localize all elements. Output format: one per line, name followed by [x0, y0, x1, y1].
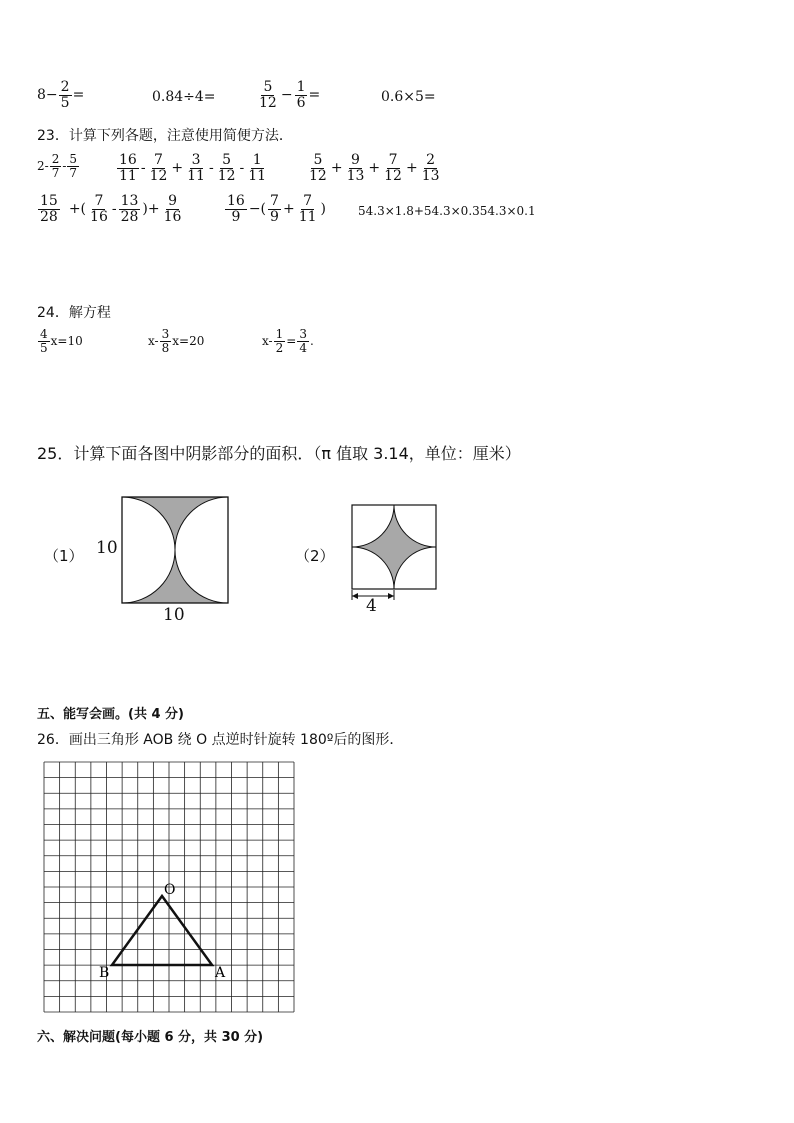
- vertex-label-B: B: [99, 965, 110, 981]
- fraction: $\frac{5}{12}$: [217, 152, 236, 184]
- q23-expr-a: 2- $\frac{2}{7}$ - $\frac{5}{7}$: [37, 152, 78, 180]
- expr-row1-1: [37, 80, 84, 110]
- fraction: $\frac{3}{11}$: [187, 152, 205, 184]
- expr-row1-4: [381, 89, 436, 105]
- fig1-bottom-label: 10: [163, 605, 185, 625]
- fig1-shaded-region-bottom: [122, 550, 228, 603]
- fraction: $\frac{7}{12}$: [384, 152, 402, 184]
- fraction: $\frac{2}{13}$: [421, 152, 440, 184]
- expr-whole: 8−: [37, 87, 58, 104]
- q24-eq-b: x- $\frac{3}{8}$ x=20: [148, 327, 205, 355]
- q24-title: 24．解方程: [37, 305, 111, 321]
- fraction: $\frac{2}{7}$: [51, 152, 60, 180]
- section6-title: 六、解决问题(每小题 6 分，共 30 分): [37, 1030, 264, 1045]
- fraction: $\frac{13}{28}$: [120, 193, 139, 225]
- fig2-shaded-region: [352, 505, 436, 589]
- fraction: $\frac{5}{12}$: [309, 152, 327, 184]
- q23-expr-e: $\frac{16}{9}$ −( $\frac{7}{9}$ + $\frac{7}{11}$ ): [227, 193, 326, 225]
- q25-title: 25．计算下面各图中阴影部分的面积．（π 值取 3.14，单位：厘米）: [37, 444, 521, 463]
- equals: =: [72, 87, 85, 104]
- fig2-label: （2）: [295, 547, 335, 565]
- section5-title: 五、能写会画。(共 4 分): [37, 707, 184, 722]
- fraction: $\frac{9}{16}$: [163, 193, 182, 225]
- q26-title: 26．画出三角形 AOB 绕 O 点逆时针旋转 180º后的图形．: [37, 732, 404, 748]
- fraction: $\frac{1}{2}$: [275, 327, 284, 355]
- q24-eq-c: x- $\frac{1}{2}$ = $\frac{3}{4}$ .: [262, 327, 314, 355]
- q26-grid-figure: [43, 761, 295, 1013]
- fig1-side-label: 10: [96, 538, 118, 558]
- q23-expr-d: $\frac{15}{28}$ +( $\frac{7}{16}$ - $\frac{13}{28}$ )+ $\frac{9}{16}$: [40, 193, 182, 225]
- fraction: $\frac{4}{5}$: [40, 327, 48, 355]
- vertex-label-O: O: [164, 882, 176, 898]
- expr-text: 0.6×5=: [381, 89, 436, 105]
- q23-title: 23．计算下列各题，注意使用简便方法．: [37, 128, 293, 144]
- q23-expr-b: $\frac{16}{11}$ - $\frac{7}{12}$ + $\frac{3}{11}$ - $\frac{5}{12}$ - $\frac{1}{11}$: [119, 152, 267, 184]
- fig2-arrow-right: [388, 593, 394, 599]
- fraction: $\frac{9}{13}$: [346, 152, 365, 184]
- fraction: $\frac{3}{8}$: [161, 327, 170, 355]
- fraction: $\frac{7}{12}$: [149, 152, 168, 184]
- fraction: $\frac{15}{28}$: [40, 193, 58, 225]
- fig1-shaded-region-top: [122, 497, 228, 550]
- fraction: $\frac{3}{4}$: [299, 327, 307, 355]
- fraction: $\frac{7}{9}$: [270, 193, 279, 225]
- fraction: $\frac{7}{11}$: [298, 193, 317, 225]
- fraction: $\frac{16}{9}$: [227, 193, 245, 225]
- fraction: $\frac{2}{5}$: [60, 79, 70, 111]
- fraction: $\frac{1}{6}$: [296, 79, 306, 111]
- q24-eq-a: $\frac{4}{5}$ x=10: [40, 327, 83, 355]
- fraction: $\frac{7}{16}$: [90, 193, 108, 225]
- fig2-arrow-left: [352, 593, 358, 599]
- fig2-diagram: [350, 503, 440, 613]
- q23-expr-f: 54.3×1.8+54.3×0.354.3×0.1: [358, 204, 536, 218]
- fig2-dim-label: 4: [366, 596, 377, 616]
- vertex-label-A: A: [215, 965, 226, 981]
- fraction: $\frac{1}{11}$: [248, 152, 267, 184]
- equals: =: [308, 87, 321, 104]
- fig1-label: （1）: [44, 547, 84, 565]
- q23-expr-c: $\frac{5}{12}$ + $\frac{9}{13}$ + $\frac{7}{12}$ + $\frac{2}{13}$: [309, 152, 440, 184]
- fraction: $\frac{5}{7}$: [69, 152, 78, 180]
- expr-text: 0.84÷4=: [152, 89, 216, 105]
- fraction: $\frac{5}{12}$: [259, 79, 277, 111]
- triangle-AOB: [112, 896, 212, 965]
- expr-row1-2: [152, 89, 216, 105]
- fig1-diagram: [120, 495, 230, 605]
- fraction: $\frac{16}{11}$: [119, 152, 137, 184]
- operator: −: [280, 87, 293, 104]
- expr-row1-3: [256, 80, 320, 110]
